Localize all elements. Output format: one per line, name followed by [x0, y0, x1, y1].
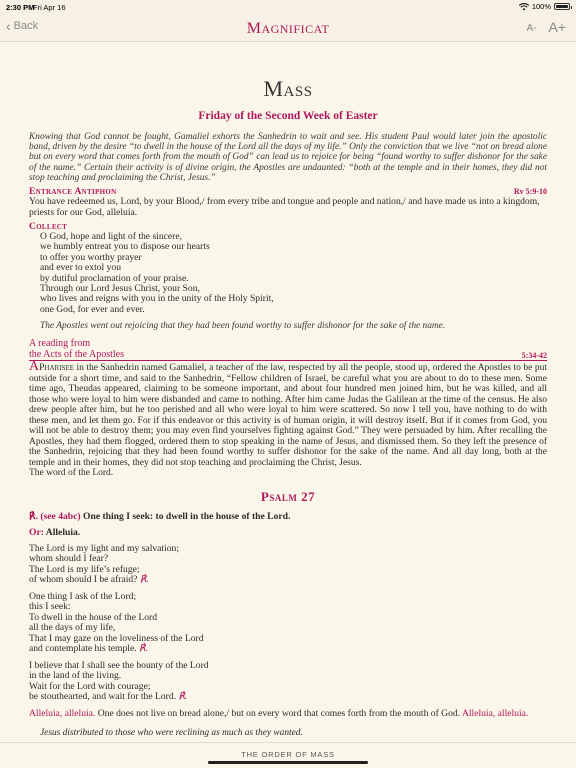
battery-icon [554, 3, 570, 10]
page-title: Mass [263, 76, 313, 101]
status-bar [0, 0, 576, 14]
collect-line: by dutiful proclamation of your praise. [40, 272, 189, 284]
collect-heading: Collect [29, 222, 68, 233]
collect-line: one God, for ever and ever. [40, 303, 145, 315]
stanza-line: of whom should I be afraid? [29, 574, 138, 586]
psalm-response [29, 511, 547, 522]
chevron-left-icon: ‹ [6, 18, 11, 34]
collect-note: The Apostles went out rejoicing that they had been found worthy to suffer dishonor for the sake of the name. [40, 321, 446, 332]
status-right [519, 2, 570, 11]
reading-closing: The word of the Lord. [29, 468, 114, 479]
response-text: One thing I seek: to dwell in the house of the Lord. [83, 510, 291, 522]
battery-percent: 100% [531, 2, 551, 11]
magnificat-logo: MAGNIFICAT [246, 20, 330, 37]
collect-line: who lives and reigns with you in the unity of the Holy Spirit, [40, 293, 274, 305]
font-size-controls [526, 19, 566, 35]
alleluia-open: Alleluia, alleluia. [29, 707, 96, 719]
entrance-antiphon-heading: Entrance Antiphon [29, 187, 117, 198]
stanza-line: The Lord is my life’s refuge; [29, 563, 140, 575]
stanza-line: The Lord is my light and my salvation; [29, 542, 180, 554]
collect-prayer [29, 232, 547, 315]
psalm-or-response [29, 527, 547, 538]
footer-bar [0, 742, 576, 768]
or-text: Alleluia. [45, 526, 81, 538]
stanza-line: That I may gaze on the loveliness of the Lord [29, 632, 204, 644]
reading-header [29, 339, 547, 361]
gospel-note: Jesus distributed to those who were reclining as much as they wanted. [40, 728, 303, 739]
stanza-line: in the land of the living. [29, 670, 122, 682]
or-label: Or: [29, 526, 44, 538]
stanza-line: To dwell in the house of the Lord [29, 611, 158, 623]
psalm-stanza-1 [29, 544, 547, 586]
response-mark: ℟. [178, 691, 188, 703]
order-of-mass-link[interactable]: THE ORDER OF MASS [241, 750, 335, 759]
response-mark: ℟. [139, 643, 149, 655]
content-scroll[interactable] [0, 42, 576, 742]
psalm-stanza-2 [29, 592, 547, 655]
reading-ref: 5:34-42 [521, 351, 547, 361]
alleluia-close: Alleluia, alleluia. [461, 707, 529, 719]
psalm-stanza-3 [29, 661, 547, 703]
drop-cap: A [29, 359, 40, 375]
collect-line: we humbly entreat you to dispose our hearts [40, 241, 210, 253]
collect-line: Through our Lord Jesus Christ, your Son, [40, 283, 200, 295]
reading-body: in the Sanhedrin named Gamaliel, a teacher of the law, respected by all the people, stood up, ordered the Apostles to be put outside for a short time, and said to the Sanhedrin, “Fellow children of Israel, be careful what you are about to do to these men. Some time ago, Theudas appeared, claiming to be someone important, and about four hundred men joined him, but he was killed, and all those who were loyal to him were disbanded and came to nothing. After him came Judas the Galilean at the time of the census. He also drew people after him, but he too perished and all who were loyal to him were scattered. So now I tell you, have nothing to do with these men, and let them go. For if this endeavor or this activity is of human origin, it will destroy itself. But if it comes from God, you will not be able to destroy them; you may even find yourselves fighting against God.” They were persuaded by him. After recalling the Apostles, they had them flogged, ordered them to stop speaking in the name of Jesus, and dismissed them. So they left the presence of the Sanhedrin, rejoicing that they had been found worthy to suffer dishonor for the sake of the name. And all day long, both at the temple and in their homes, they did not stop teaching and proclaiming the Christ, Jesus. [29, 363, 547, 468]
collect-line: and ever to extol you [40, 262, 121, 274]
back-label: Back [13, 20, 39, 32]
stanza-line: whom should I fear? [29, 553, 109, 565]
stanza-line: Wait for the Lord with courage; [29, 680, 151, 692]
stanza-line: this I seek: [29, 601, 71, 613]
status-date: Fri Apr 16 [33, 3, 66, 12]
stanza-line: all the days of my life, [29, 622, 116, 634]
font-smaller-button[interactable]: A- [526, 23, 537, 34]
intro-text: Knowing that God cannot be fought, Gamaliel exhorts the Sanhedrin to wait and see. His student Paul would later join the apostolic band, driven by the desire “to dwell in the house of the Lord all the days of my life.” Only the conviction that we live “not on bread alone but on every word that comes forth from the mouth of God” can lead us to rejoice for being “found worthy to suffer dishonor for the sake of the name.” Certain their activity is of divine origin, the Apostles are undaunted: “both at the temple and in their homes, they did not stop teaching and proclaiming the Christ, Jesus.” [29, 132, 547, 183]
font-larger-button[interactable]: A+ [548, 19, 566, 35]
stanza-line: be stouthearted, and wait for the Lord. [29, 691, 177, 703]
reading-first-word: Pharisee [39, 363, 74, 374]
response-mark: ℟. [139, 574, 149, 586]
gospel-acclamation [29, 709, 547, 720]
acclamation-text: One does not live on bread alone,/ but on every word that comes forth from the mouth of God. [95, 707, 462, 719]
nav-bar [0, 14, 576, 42]
entrance-antiphon-ref: Rv 5:9-10 [513, 187, 547, 197]
day-title: Friday of the Second Week of Easter [198, 110, 378, 122]
reading-title-line1: A reading from [29, 338, 91, 350]
entrance-antiphon-text: You have redeemed us, Lord, by your Blood,/ from every tribe and tongue and people and nation,/ and have made us into a kingdom, priests for our God, alleluia. [29, 196, 540, 218]
status-time: 2:30 PM [6, 3, 35, 12]
collect-line: to offer you worthy prayer [40, 251, 142, 263]
collect-line: O God, hope and light of the sincere, [40, 231, 183, 243]
stanza-line: and contemplate his temple. [29, 643, 137, 655]
wifi-icon [519, 3, 529, 11]
stanza-line: One thing I ask of the Lord; [29, 590, 137, 602]
reading-text [29, 359, 547, 479]
stanza-line: I believe that I shall see the bounty of the Lord [29, 659, 209, 671]
response-ref: (see 4abc) [40, 510, 81, 522]
psalm-title: Psalm 27 [260, 488, 316, 504]
response-symbol: ℟. [29, 510, 38, 522]
home-indicator[interactable] [208, 761, 368, 764]
reading-title-line2: the Acts of the Apostles [29, 348, 124, 360]
